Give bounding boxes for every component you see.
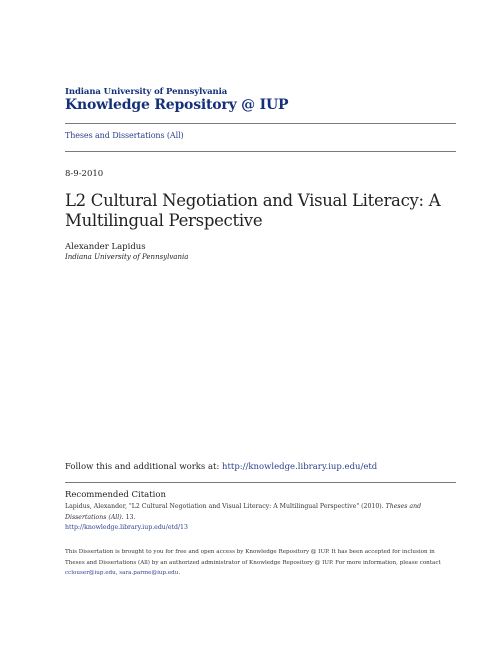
access-notice [65, 547, 450, 579]
notice-separator: , [115, 570, 120, 576]
citation-heading: Recommended Citation [65, 490, 166, 500]
citation-suffix: . 13. [121, 513, 136, 521]
follow-line [65, 462, 377, 472]
citation-divider [65, 482, 456, 483]
notice-end: . [178, 570, 181, 576]
citation-text [65, 502, 445, 534]
citation-prefix: Lapidus, Alexander, "L2 Cultural Negotiation and Visual Literacy: A Multilingual Perspective" (2010). [65, 503, 386, 510]
top-divider [65, 123, 456, 124]
repository-name[interactable]: Knowledge Repository @ IUP [65, 97, 289, 113]
contact-email-1[interactable]: cclouser@iup.edu [65, 570, 116, 576]
follow-link[interactable]: http://knowledge.library.iup.edu/etd [222, 462, 378, 472]
notice-text: This Dissertation is brought to you for free and open access by Knowledge Repository @ IUP. It has been accepted for inclusion in Theses and Dissertations (All) by an authorized administrator of Knowledge Repository @ IUP. For more information, please contact [65, 549, 441, 566]
university-name: Indiana University of Pennsylvania [65, 87, 228, 97]
author-name: Alexander Lapidus [65, 242, 146, 252]
citation-link[interactable]: http://knowledge.library.iup.edu/etd/13 [65, 524, 188, 531]
follow-text: Follow this and additional works at: [65, 462, 223, 472]
collection-link[interactable]: Theses and Dissertations (All) [65, 131, 184, 140]
author-affiliation: Indiana University of Pennsylvania [65, 253, 189, 261]
contact-email-2[interactable]: sara.parme@iup.edu [119, 570, 179, 576]
document-title: L2 Cultural Negotiation and Visual Literacy: A Multilingual Perspective [65, 191, 441, 230]
publication-date: 8-9-2010 [65, 169, 104, 179]
collection-divider [65, 151, 456, 152]
citation-series: Theses and Dissertations (All) [65, 503, 422, 521]
